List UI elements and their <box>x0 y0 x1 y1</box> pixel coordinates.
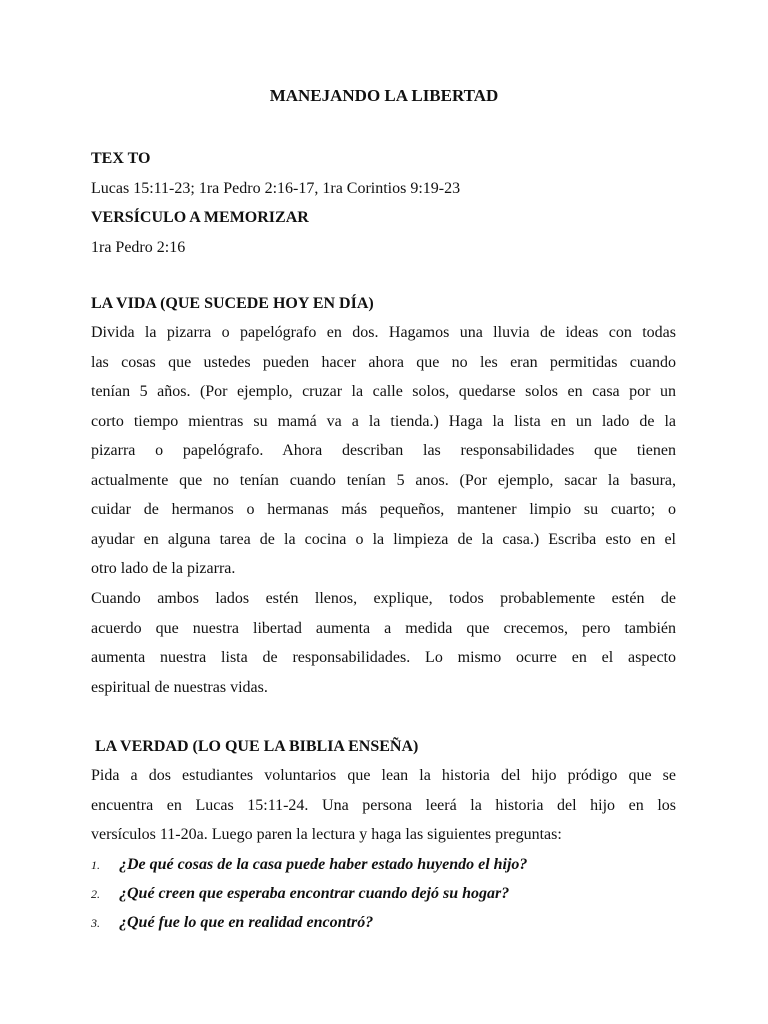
question-item <box>91 885 509 903</box>
question-number: 1. <box>91 858 100 872</box>
texto-heading: TEX TO <box>91 150 151 167</box>
paragraph-line: encuentra en Lucas 15:11-24. Una persona leerá la historia del hijo en los <box>91 796 676 814</box>
vida-paragraph-2 <box>91 584 676 702</box>
page-title: MANEJANDO LA LIBERTAD <box>269 86 499 105</box>
question-number: 2. <box>91 887 100 901</box>
vida-heading <box>91 295 374 313</box>
texto-references: Lucas 15:11-23; 1ra Pedro 2:16-17, 1ra Corintios 9:19-23 <box>91 180 461 197</box>
paragraph-line: otro lado de la pizarra. <box>91 560 236 577</box>
paragraph-line: cuidar de hermanos o hermanas más pequeños, mantener limpio su cuarto; o <box>91 501 676 518</box>
question-item <box>91 856 527 874</box>
paragraph-line: Pida a dos estudiantes voluntarios que lean la historia del hijo pródigo que se <box>91 767 676 784</box>
paragraph-line: Cuando ambos lados estén llenos, explique, todos probablemente estén de <box>91 590 676 607</box>
question-number: 3. <box>91 916 100 930</box>
question-item <box>91 914 373 932</box>
paragraph-line: Divida la pizarra o papelógrafo en dos. Hagamos una lluvia de ideas con todas <box>91 324 676 341</box>
paragraph-line: las cosas que ustedes pueden hacer ahora que no les eran permitidas cuando <box>91 353 676 371</box>
question-text: ¿De qué cosas de la casa puede haber estado huyendo el hijo? <box>119 856 528 873</box>
verdad-paragraph <box>91 761 676 850</box>
vida-paragraph-1 <box>91 318 676 584</box>
question-text: ¿Qué fue lo que en realidad encontró? <box>119 914 374 931</box>
paragraph-line: versículos 11-20a. Luego paren la lectura y haga las siguientes preguntas: <box>91 826 562 843</box>
paragraph-line: aumenta nuestra lista de responsabilidades. Lo mismo ocurre en el aspecto <box>91 649 676 666</box>
paragraph-line: actualmente que no tenían cuando tenían 5 anos. (Por ejemplo, sacar la basura, <box>91 471 676 489</box>
question-text: ¿Qué creen que esperaba encontrar cuando dejó su hogar? <box>119 885 510 902</box>
paragraph-line: acuerdo que nuestra libertad aumenta a medida que crecemos, pero también <box>91 619 676 637</box>
paragraph-line: pizarra o papelógrafo. Ahora describan las responsabilidades que tienen <box>91 442 676 459</box>
memorize-reference: 1ra Pedro 2:16 <box>91 239 186 256</box>
verdad-heading: LA VERDAD (LO QUE LA BIBLIA ENSEÑA) <box>95 738 419 755</box>
paragraph-line: espiritual de nuestras vidas. <box>91 678 268 696</box>
vida-heading-main: LA VIDA <box>91 295 157 312</box>
memorize-heading: VERSÍCULO A MEMORIZAR <box>91 209 309 226</box>
vida-heading-sub: (QUE SUCEDE HOY EN DÍA) <box>160 295 374 312</box>
paragraph-line: corto tiempo mientras su mamá va a la tienda.) Haga la lista en un lado de la <box>91 412 676 430</box>
paragraph-line: tenían 5 años. (Por ejemplo, cruzar la calle solos, quedarse solos en casa por un <box>91 383 676 400</box>
paragraph-line: ayudar en alguna tarea de la cocina o la limpieza de la casa.) Escriba esto en el <box>91 530 676 548</box>
